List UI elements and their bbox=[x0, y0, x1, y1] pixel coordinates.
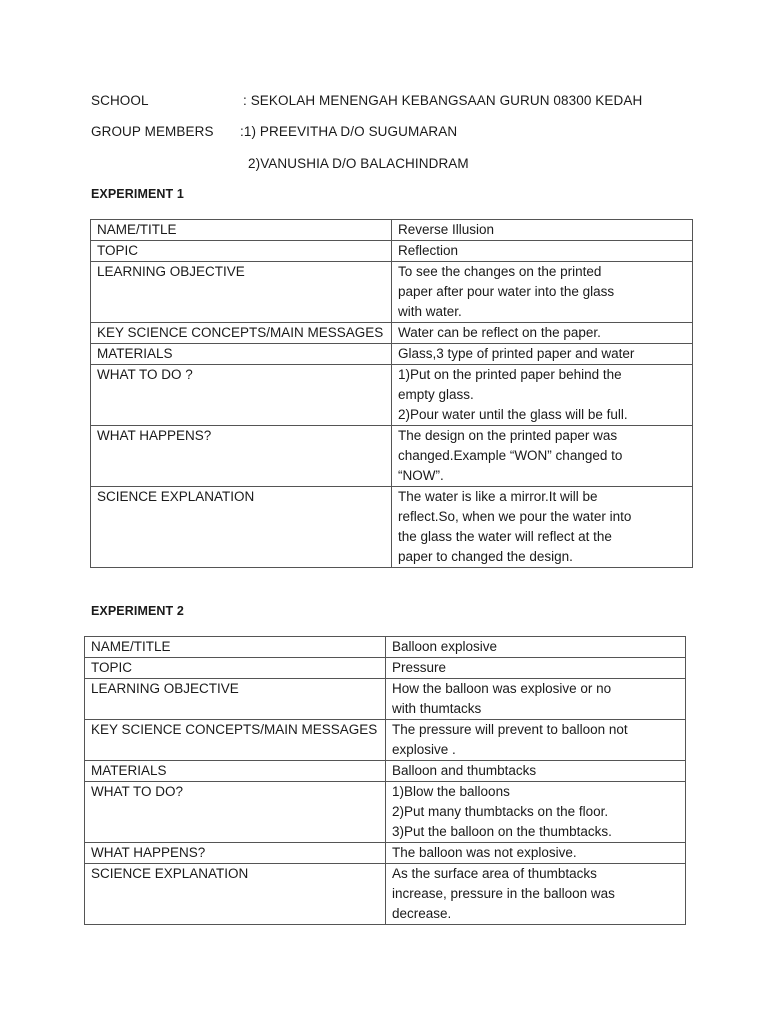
row-value: The water is like a mirror.It will be reflect.So, when we pour the water into the glass the water will reflect at the paper to changed the design. bbox=[392, 487, 693, 568]
row-key: LEARNING OBJECTIVE bbox=[85, 679, 386, 720]
table-row bbox=[85, 658, 686, 679]
row-value: How the balloon was explosive or no with thumtacks bbox=[386, 679, 686, 720]
table-row bbox=[91, 262, 693, 323]
row-key: WHAT HAPPENS? bbox=[91, 426, 392, 487]
row-value: Pressure bbox=[386, 658, 686, 679]
table-row bbox=[91, 220, 693, 241]
row-value: Water can be reflect on the paper. bbox=[392, 323, 693, 344]
experiment-1-heading: EXPERIMENT 1 bbox=[91, 187, 184, 201]
school-value: : SEKOLAH MENENGAH KEBANGSAAN GURUN 08300 KEDAH bbox=[243, 93, 643, 108]
experiment-1-table bbox=[90, 219, 693, 568]
row-value: The balloon was not explosive. bbox=[386, 843, 686, 864]
group-member-2: 2)VANUSHIA D/O BALACHINDRAM bbox=[248, 156, 469, 171]
experiment-2-table bbox=[84, 636, 686, 925]
row-value: Reflection bbox=[392, 241, 693, 262]
table-row bbox=[91, 426, 693, 487]
row-value: The design on the printed paper was changed.Example “WON” changed to “NOW”. bbox=[392, 426, 693, 487]
row-value: Balloon explosive bbox=[386, 637, 686, 658]
row-key: TOPIC bbox=[91, 241, 392, 262]
row-value: As the surface area of thumbtacks increase, pressure in the balloon was decrease. bbox=[386, 864, 686, 925]
table-row bbox=[85, 720, 686, 761]
row-key: SCIENCE EXPLANATION bbox=[91, 487, 392, 568]
row-key: WHAT TO DO? bbox=[85, 782, 386, 843]
row-value: The pressure will prevent to balloon not explosive . bbox=[386, 720, 686, 761]
table-row bbox=[85, 761, 686, 782]
table-row bbox=[91, 365, 693, 426]
experiment-2-heading: EXPERIMENT 2 bbox=[91, 604, 184, 618]
table-row bbox=[85, 782, 686, 843]
table-row bbox=[91, 487, 693, 568]
group-members-label: GROUP MEMBERS bbox=[91, 124, 214, 139]
row-key: WHAT HAPPENS? bbox=[85, 843, 386, 864]
table-row bbox=[85, 864, 686, 925]
school-label: SCHOOL bbox=[91, 93, 149, 108]
row-value: 1)Blow the balloons 2)Put many thumbtacks on the floor. 3)Put the balloon on the thumbtacks. bbox=[386, 782, 686, 843]
row-key: LEARNING OBJECTIVE bbox=[91, 262, 392, 323]
table-row bbox=[85, 843, 686, 864]
row-value: 1)Put on the printed paper behind the empty glass. 2)Pour water until the glass will be full. bbox=[392, 365, 693, 426]
table-row bbox=[85, 679, 686, 720]
row-key: KEY SCIENCE CONCEPTS/MAIN MESSAGES bbox=[85, 720, 386, 761]
table-row bbox=[91, 241, 693, 262]
row-key: KEY SCIENCE CONCEPTS/MAIN MESSAGES bbox=[91, 323, 392, 344]
row-value: Balloon and thumbtacks bbox=[386, 761, 686, 782]
group-member-1: :1) PREEVITHA D/O SUGUMARAN bbox=[240, 124, 458, 139]
table-row bbox=[91, 323, 693, 344]
row-key: NAME/TITLE bbox=[85, 637, 386, 658]
row-key: SCIENCE EXPLANATION bbox=[85, 864, 386, 925]
row-key: MATERIALS bbox=[85, 761, 386, 782]
table-row bbox=[85, 637, 686, 658]
row-key: NAME/TITLE bbox=[91, 220, 392, 241]
row-key: TOPIC bbox=[85, 658, 386, 679]
row-value: Reverse Illusion bbox=[392, 220, 693, 241]
row-value: Glass,3 type of printed paper and water bbox=[392, 344, 693, 365]
row-value: To see the changes on the printed paper after pour water into the glass with water. bbox=[392, 262, 693, 323]
table-row bbox=[91, 344, 693, 365]
row-key: MATERIALS bbox=[91, 344, 392, 365]
row-key: WHAT TO DO ? bbox=[91, 365, 392, 426]
